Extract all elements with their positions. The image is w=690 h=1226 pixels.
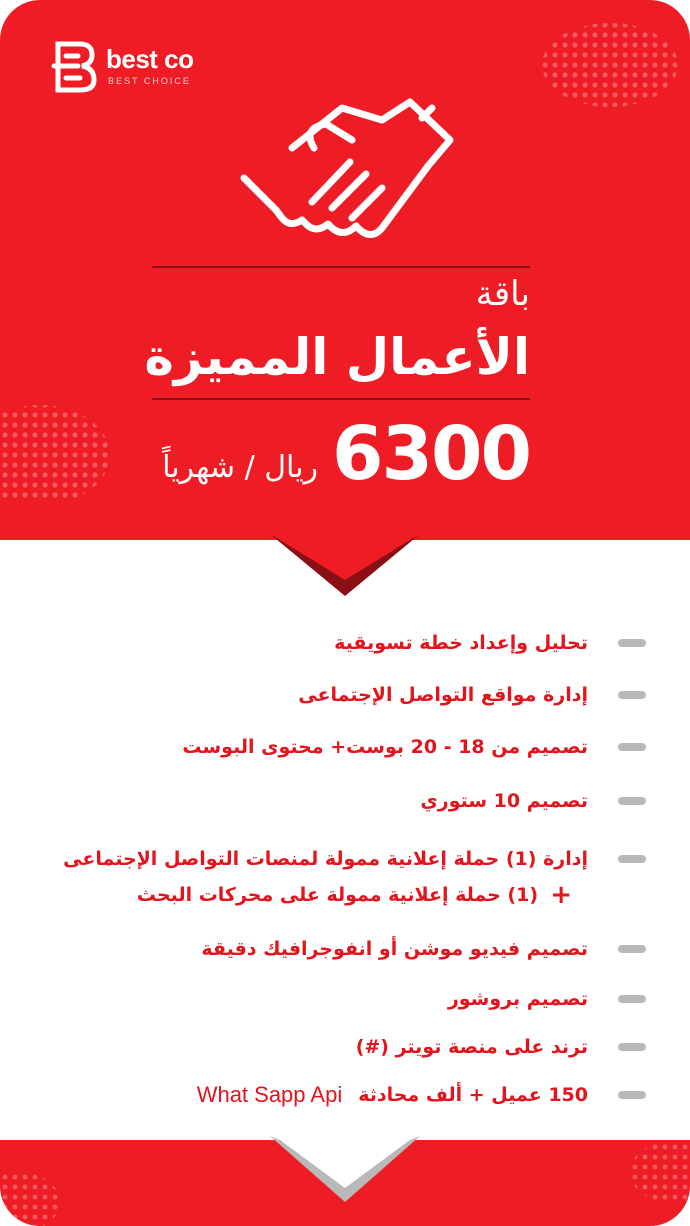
package-label: باقة (475, 274, 530, 314)
feature-text: تصميم 10 ستوري (420, 790, 588, 812)
feature-text: تصميم فيديو موشن أو انفوجرافيك دقيقة (201, 938, 588, 960)
brand-name: best co (106, 44, 194, 74)
package-name: الأعمال المميزة (144, 328, 530, 386)
dots-pattern-left (0, 400, 110, 510)
hero-header (0, 0, 690, 540)
bullet-dash (618, 1091, 646, 1099)
list-item (356, 1036, 646, 1058)
price-value: 6300 (332, 411, 530, 497)
feature-suffix: What Sapp Api (196, 1082, 343, 1107)
feature-text: تصميم من 18 - 20 بوست+ محتوى البوست (182, 736, 588, 758)
bullet-dash (618, 855, 646, 863)
handshake-icon (232, 78, 462, 258)
plus-sign: + (550, 880, 572, 910)
feature-text: 150 عميل + ألف محادثة (358, 1084, 588, 1106)
logo-mark-icon (48, 38, 98, 96)
divider-bottom (152, 398, 530, 400)
bullet-dash (618, 639, 646, 647)
feature-text: تصميم بروشور (447, 988, 588, 1010)
list-item (448, 988, 646, 1010)
bullet-dash (618, 797, 646, 805)
hero-notch (0, 500, 690, 610)
list-item (197, 1082, 646, 1108)
price-unit: ريال / شهرياً (162, 450, 319, 485)
list-item (63, 848, 646, 870)
feature-subtext: (1) حملة إعلانية ممولة على محركات البحث (136, 884, 538, 906)
feature-text: ترند على منصة تويتر (#) (355, 1036, 588, 1058)
list-item (420, 790, 646, 812)
bullet-dash (618, 691, 646, 699)
bullet-dash (618, 1043, 646, 1051)
bullet-dash (618, 945, 646, 953)
feature-text: إدارة مواقع التواصل الإجتماعى (298, 684, 588, 706)
list-item (182, 736, 646, 758)
brand-logo (48, 38, 208, 98)
list-item (201, 938, 646, 960)
feature-text: إدارة (1) حملة إعلانية ممولة لمنصات التواصل الإجتماعى (63, 848, 588, 870)
feature-text: تحليل وإعداد خطة تسويقية (334, 632, 588, 654)
footer-band (0, 1132, 690, 1226)
divider-top (152, 266, 530, 268)
price-row (162, 411, 530, 497)
bullet-dash (618, 743, 646, 751)
list-item (334, 632, 646, 654)
dots-pattern-top-right (540, 20, 680, 110)
bullet-dash (618, 995, 646, 1003)
brand-tagline: BEST CHOICE (108, 76, 191, 86)
list-item (298, 684, 646, 706)
